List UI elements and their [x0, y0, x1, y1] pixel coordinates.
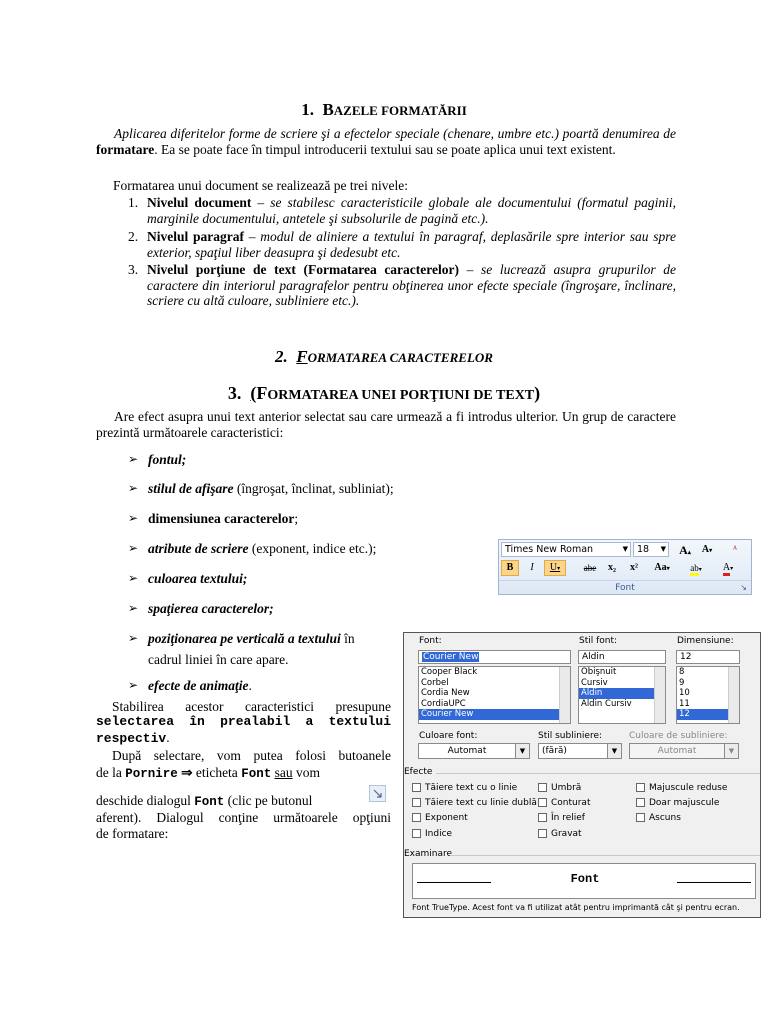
level-number: 1.: [128, 195, 139, 210]
font-size-combo[interactable]: [633, 542, 669, 557]
lower-line-2: selectarea în prealabil a textului: [96, 714, 391, 729]
bullet-line2: cadrul liniei în care apare.: [148, 652, 289, 667]
underline-style-value: (fără): [542, 746, 567, 756]
heading-open: (: [250, 383, 257, 403]
lower-line-6: [96, 793, 312, 809]
checkbox-label: Umbră: [551, 783, 582, 793]
list-item[interactable]: Aldin Cursiv: [581, 698, 632, 709]
checkbox-label: Gravat: [551, 829, 582, 839]
highlight-button[interactable]: ab▾: [683, 560, 709, 576]
level-dash: –: [244, 229, 261, 244]
checkbox-all-caps[interactable]: [636, 798, 719, 808]
checkbox-strikethrough[interactable]: [412, 783, 517, 793]
checkbox-label: Conturat: [551, 798, 591, 808]
intro-italic: Aplicarea diferitelor forme de scriere şi a efectelor speciale (chenare, umbre etc.) poartă denumirea de: [114, 126, 676, 141]
subscript-button[interactable]: [603, 560, 621, 576]
size-list[interactable]: [676, 666, 740, 724]
level-number: 3.: [128, 262, 139, 277]
strikethrough-icon: abe: [583, 563, 597, 573]
grow-font-icon: A: [679, 543, 688, 557]
heading-initial: F: [256, 383, 268, 403]
tab-font: Font: [241, 767, 272, 781]
level-title: Nivelul document: [147, 195, 252, 210]
font-info-text: Font TrueType. Acest font va fi utilizat atât pentru imprimantă cât şi pentru ecran.: [412, 903, 740, 912]
intro-paragraph: [96, 126, 676, 157]
lower-line-5: [96, 765, 391, 781]
checkbox-engrave[interactable]: [538, 829, 582, 839]
preview-line-right: [677, 882, 751, 883]
list-item[interactable]: Cursiv: [581, 677, 608, 688]
clear-format-button[interactable]: [725, 542, 745, 558]
arrow-icon: ➢: [128, 452, 139, 466]
section3-heading: [0, 383, 768, 404]
arrow-icon: ➢: [128, 631, 139, 645]
level-item-1: [128, 195, 676, 226]
checkbox-shadow[interactable]: [538, 783, 581, 793]
list-item[interactable]: 11: [679, 698, 690, 709]
effects-label: Efecte: [404, 767, 433, 777]
heading-rest: AZELE FORMATĂRII: [333, 103, 467, 118]
shrink-font-icon: A: [701, 544, 710, 555]
checkbox-subscript[interactable]: [412, 829, 452, 839]
list-item[interactable]: Courier New: [419, 709, 570, 720]
checkbox-hidden[interactable]: [636, 813, 681, 823]
highlighter-icon: ab: [690, 563, 699, 576]
bullet-main: spaţierea caracterelor;: [148, 601, 274, 616]
change-case-icon: Aa: [654, 562, 667, 573]
italic-icon: I: [530, 562, 534, 573]
lower-text: vom: [292, 765, 320, 780]
underline-color-label: Culoare de subliniere:: [629, 731, 728, 741]
bullet-rest: .: [248, 678, 252, 693]
checkbox-label: Indice: [425, 829, 453, 839]
font-ribbon-group: [498, 539, 752, 595]
level-number: 2.: [128, 229, 139, 244]
font-color-label: Culoare font:: [419, 731, 478, 741]
underline-style-label: Stil subliniere:: [538, 731, 603, 741]
font-name-value: Times New Roman: [505, 544, 594, 555]
checkbox-label: În relief: [551, 813, 585, 823]
size-label: Dimensiune:: [677, 636, 734, 646]
shrink-font-button[interactable]: A▾: [701, 544, 713, 555]
dialog-launcher-icon[interactable]: ↘: [740, 583, 747, 592]
lower-bold: respectiv: [96, 731, 167, 746]
list-item[interactable]: Obişnuit: [581, 667, 617, 677]
eraser-icon: ᴬ: [732, 544, 738, 555]
grow-font-button[interactable]: A▴: [679, 543, 691, 557]
bullet-rest: (îngroşat, înclinat, subliniat);: [233, 481, 394, 496]
checkbox-label: Ascuns: [649, 813, 681, 823]
chevron-down-icon: ▼: [622, 545, 628, 553]
lower-text: deschide dialogul: [96, 793, 195, 808]
bullet-rest: (exponent, indice etc.);: [248, 541, 377, 556]
menu-pornire: Pornire: [125, 767, 178, 781]
checkbox-superscript[interactable]: [412, 813, 468, 823]
superscript-icon: x²: [630, 562, 638, 573]
bullet-rest: ;: [294, 511, 299, 526]
subscript-icon: x₂: [608, 562, 616, 573]
bold-button[interactable]: [501, 560, 519, 576]
dialog-font-name: Font: [194, 795, 225, 809]
font-color-select[interactable]: [418, 743, 530, 759]
chevron-down-icon: ▼: [515, 744, 529, 758]
heading-rest: ORMATAREA CARACTERELOR: [307, 350, 493, 365]
checkbox-small-caps[interactable]: [636, 783, 727, 793]
levels-intro: Formatarea unui document se realizează pe trei nivele:: [113, 178, 408, 193]
arrow-symbol: ⇒: [177, 765, 196, 780]
section3-intro: Are efect asupra unui text anterior selectat sau care urmează a fi introdus ulterior. Un grup de caractere prezintă următoarele caracteristici:: [96, 409, 676, 440]
bullet-main: efecte de animaţie: [148, 678, 249, 693]
chevron-down-icon: ▼: [724, 744, 738, 758]
arrow-icon: ➢: [128, 481, 139, 495]
underline-color-value: Automat: [657, 746, 697, 756]
checkbox-label: Exponent: [425, 813, 468, 823]
preview-label: Examinare: [404, 849, 453, 859]
arrow-icon: ➢: [128, 678, 139, 692]
ribbon-group-label: [499, 580, 751, 594]
intro-bold: formatare: [96, 141, 155, 157]
lower-text: eticheta: [195, 765, 242, 780]
checkbox-label: Majuscule reduse: [649, 783, 728, 793]
lower-line-8: de formatare:: [96, 826, 169, 841]
heading-number: 2.: [275, 347, 288, 366]
preview-text: Font: [570, 872, 600, 886]
chevron-down-icon: ▼: [660, 545, 666, 553]
italic-button[interactable]: [523, 560, 541, 576]
lower-end: .: [166, 730, 170, 745]
list-item[interactable]: 8: [679, 667, 685, 677]
level-dash: –: [251, 195, 271, 210]
font-label: Font:: [419, 636, 442, 646]
list-item[interactable]: 10: [679, 688, 690, 698]
bullet-main: fontul;: [148, 452, 187, 467]
bullet-main: poziţionarea pe verticală a textului: [148, 631, 341, 646]
font-color-icon: A: [723, 562, 730, 576]
font-list[interactable]: [418, 666, 571, 724]
level-item-3: [128, 262, 677, 309]
lower-line-4: După selectare, vom putea folosi butoanele: [112, 748, 391, 763]
arrow-icon: ➢: [128, 601, 139, 615]
bullet-main: stilul de afişare: [148, 481, 234, 496]
level-title: Nivelul paragraf: [147, 229, 244, 244]
heading-initial: F: [296, 347, 308, 366]
effects-divider: [436, 773, 760, 774]
underline-color-select[interactable]: [629, 743, 739, 759]
lower-line-1: Stabilirea acestor caracteristici presupune: [112, 699, 391, 714]
lower-text: sau: [274, 765, 293, 780]
intro-rest: . Ea se poate face în timpul introducerii textului sau se poate aplica unui text existent.: [154, 141, 616, 157]
checkbox-label: Tăiere text cu o linie: [425, 783, 518, 793]
dialog-launcher-icon[interactable]: [369, 785, 386, 802]
font-dialog: [403, 632, 761, 918]
scrollbar[interactable]: [654, 667, 665, 723]
bold-icon: B: [506, 562, 514, 573]
scrollbar[interactable]: [559, 667, 570, 723]
font-size-input[interactable]: 12: [676, 650, 740, 664]
font-name-input-value: Courier New: [423, 652, 479, 662]
group-label-text: Font: [615, 583, 635, 593]
font-color-value: Automat: [447, 746, 487, 756]
superscript-button[interactable]: [625, 560, 643, 576]
lower-text: de la: [96, 765, 126, 780]
underline-icon: U: [549, 562, 558, 573]
list-item[interactable]: Aldin: [579, 688, 665, 699]
style-label: Stil font:: [579, 636, 618, 646]
list-item[interactable]: Cooper Black: [421, 667, 478, 677]
bullet-main: culoarea textului;: [148, 571, 248, 586]
list-item[interactable]: Corbel: [421, 677, 449, 688]
preview-box: [412, 863, 756, 899]
font-size-value: 18: [637, 544, 650, 555]
change-case-button[interactable]: Aa▾: [654, 562, 670, 573]
bullet-main: atribute de scriere: [148, 541, 249, 556]
strikethrough-button[interactable]: [579, 560, 601, 576]
font-name-combo[interactable]: [501, 542, 631, 557]
font-style-input[interactable]: Aldin: [578, 650, 666, 664]
arrow-icon: ➢: [128, 541, 139, 555]
lower-line-7: aferent). Dialogul conţine următoarele opţiuni: [96, 810, 391, 825]
font-color-button[interactable]: A▾: [715, 560, 741, 576]
heading-rest: ORMATAREA UNEI PORŢIUNI DE TEXT: [267, 388, 535, 403]
style-list[interactable]: [578, 666, 666, 724]
preview-divider: [450, 855, 760, 856]
arrow-icon: ➢: [128, 511, 139, 525]
heading-number: 1.: [301, 100, 314, 119]
font-name-input[interactable]: [418, 650, 571, 664]
list-item[interactable]: 9: [679, 677, 685, 688]
list-item[interactable]: 12: [677, 709, 739, 720]
checkbox-outline[interactable]: [538, 798, 590, 808]
scrollbar[interactable]: [728, 667, 739, 723]
checkbox-label: Tăiere text cu linie dublă: [425, 798, 537, 808]
bullet-main: dimensiunea caracterelor: [148, 511, 295, 526]
checkbox-label: Doar majuscule: [649, 798, 720, 808]
level-dash: –: [459, 262, 482, 277]
level-item-2: [128, 229, 676, 260]
section1-heading: [0, 100, 768, 120]
bullet-rest: în: [340, 631, 355, 646]
level-desc: se stabilesc caracteristicile globale ale documentului (formatul paginii, marginile documentului, antetele şi subsolurile de pagină etc.).: [147, 195, 676, 226]
chevron-down-icon: ▼: [607, 744, 621, 758]
level-desc: modul de aliniere a textului în paragraf, deplasările spre interior sau spre exterior, spaţiul liber deasupra şi dedesubt etc.: [147, 229, 676, 260]
heading-close: ): [534, 383, 541, 403]
section2-heading: [0, 347, 768, 367]
level-title: Nivelul porţiune de text (Formatarea caracterelor): [147, 262, 460, 277]
level-desc: se lucrează asupra grupurilor de caractere din interiorul paragrafelor pentru obţinerea unor efecte speciale (îngroşare, înclinare, scriere cu altă culoare, subliniere etc.).: [147, 262, 677, 308]
lower-line-3: [96, 730, 170, 746]
checkbox-double-strikethrough[interactable]: [412, 798, 537, 808]
heading-initial: B: [322, 100, 334, 119]
lower-text: (clic pe butonul: [224, 793, 313, 808]
list-item[interactable]: Cordia New: [421, 688, 470, 698]
arrow-icon: ➢: [128, 571, 139, 585]
heading-number: 3.: [227, 383, 242, 403]
underline-style-select[interactable]: [538, 743, 622, 759]
underline-button[interactable]: U▾: [544, 560, 566, 576]
checkbox-emboss[interactable]: [538, 813, 585, 823]
list-item[interactable]: CordiaUPC: [421, 698, 466, 709]
